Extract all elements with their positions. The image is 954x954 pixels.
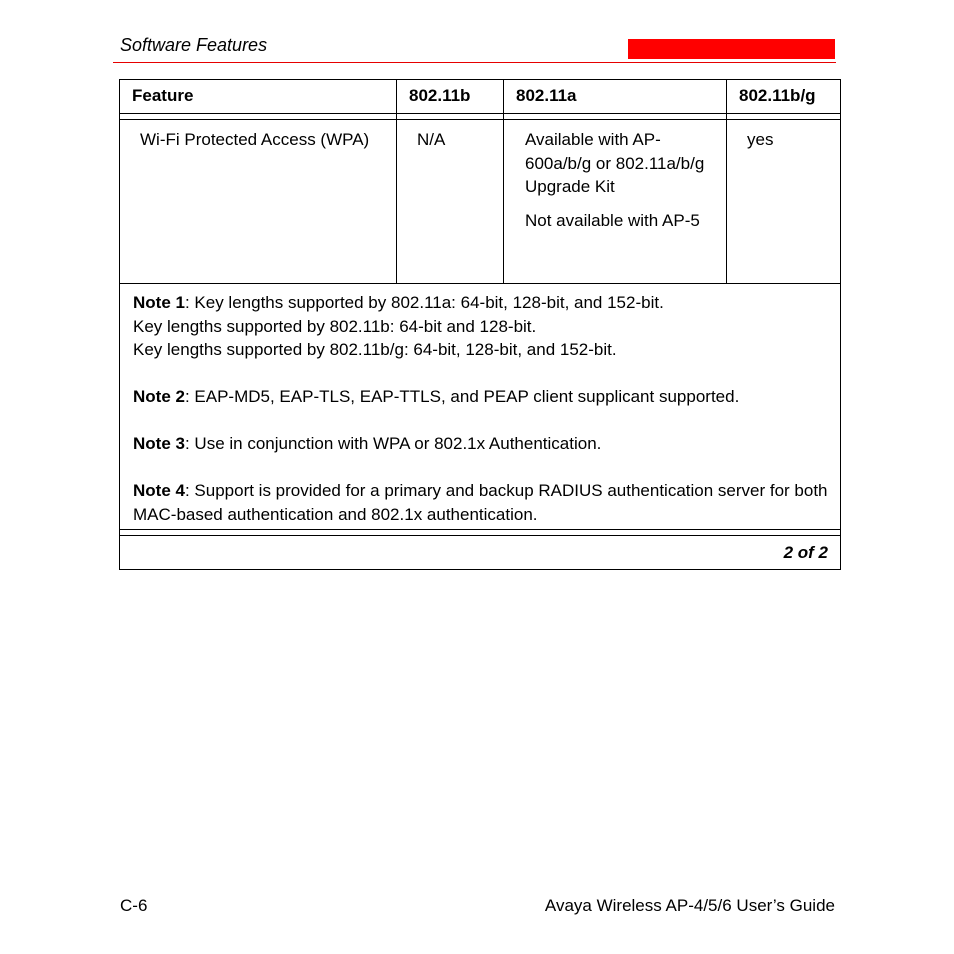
notes-cell [120, 284, 840, 530]
column-header-80211a: 802.11a [504, 80, 727, 114]
note-label: Note 3 [133, 434, 185, 453]
note-3 [133, 432, 830, 456]
footer-guide-title: Avaya Wireless AP-4/5/6 User’s Guide [544, 896, 835, 915]
cell-80211a-line-2: Not available with AP-5 [525, 210, 700, 230]
note-label: Note 2 [133, 387, 185, 406]
footer-page-number: C-6 [120, 896, 148, 915]
notes-row [120, 284, 840, 530]
note-text: : Support is provided for a primary and backup RADIUS authentication server for both MAC-based authentication and 802.1x authentication. [133, 481, 828, 524]
header-accent-bar [628, 39, 835, 59]
note-text: : Use in conjunction with WPA or 802.1x Authentication. [184, 434, 602, 453]
note-2 [133, 385, 830, 409]
table-row [120, 120, 840, 284]
column-header-80211b: 802.11b [397, 80, 504, 114]
page-indicator-row [120, 536, 840, 569]
section-title: Software Features [120, 35, 268, 55]
feature-table [119, 79, 841, 570]
note-label: Note 1 [133, 293, 185, 312]
column-header-80211bg: 802.11b/g [727, 80, 840, 114]
note-4 [133, 479, 830, 526]
cell-80211b: N/A [397, 120, 504, 284]
column-header-feature: Feature [120, 80, 397, 114]
cell-feature: Wi-Fi Protected Access (WPA) [120, 120, 397, 284]
note-text: Key lengths supported by 802.11b: 64-bit and 128-bit. [133, 316, 537, 336]
cell-80211bg: yes [727, 120, 840, 284]
table-header-row [120, 80, 840, 114]
header-rule [113, 62, 836, 63]
note-label: Note 4 [133, 481, 185, 500]
note-text: : Key lengths supported by 802.11a: 64-bit, 128-bit, and 152-bit. [184, 293, 664, 312]
note-text: : EAP-MD5, EAP-TLS, EAP-TTLS, and PEAP client supplicant supported. [184, 387, 740, 406]
note-1 [133, 291, 830, 362]
note-text: Key lengths supported by 802.11b/g: 64-bit, 128-bit, and 152-bit. [133, 340, 617, 359]
cell-80211a-line-1: Available with AP-600a/b/g or 802.11a/b/g Upgrade Kit [525, 130, 705, 196]
cell-80211a [504, 120, 727, 284]
page-indicator: 2 of 2 [783, 542, 828, 562]
